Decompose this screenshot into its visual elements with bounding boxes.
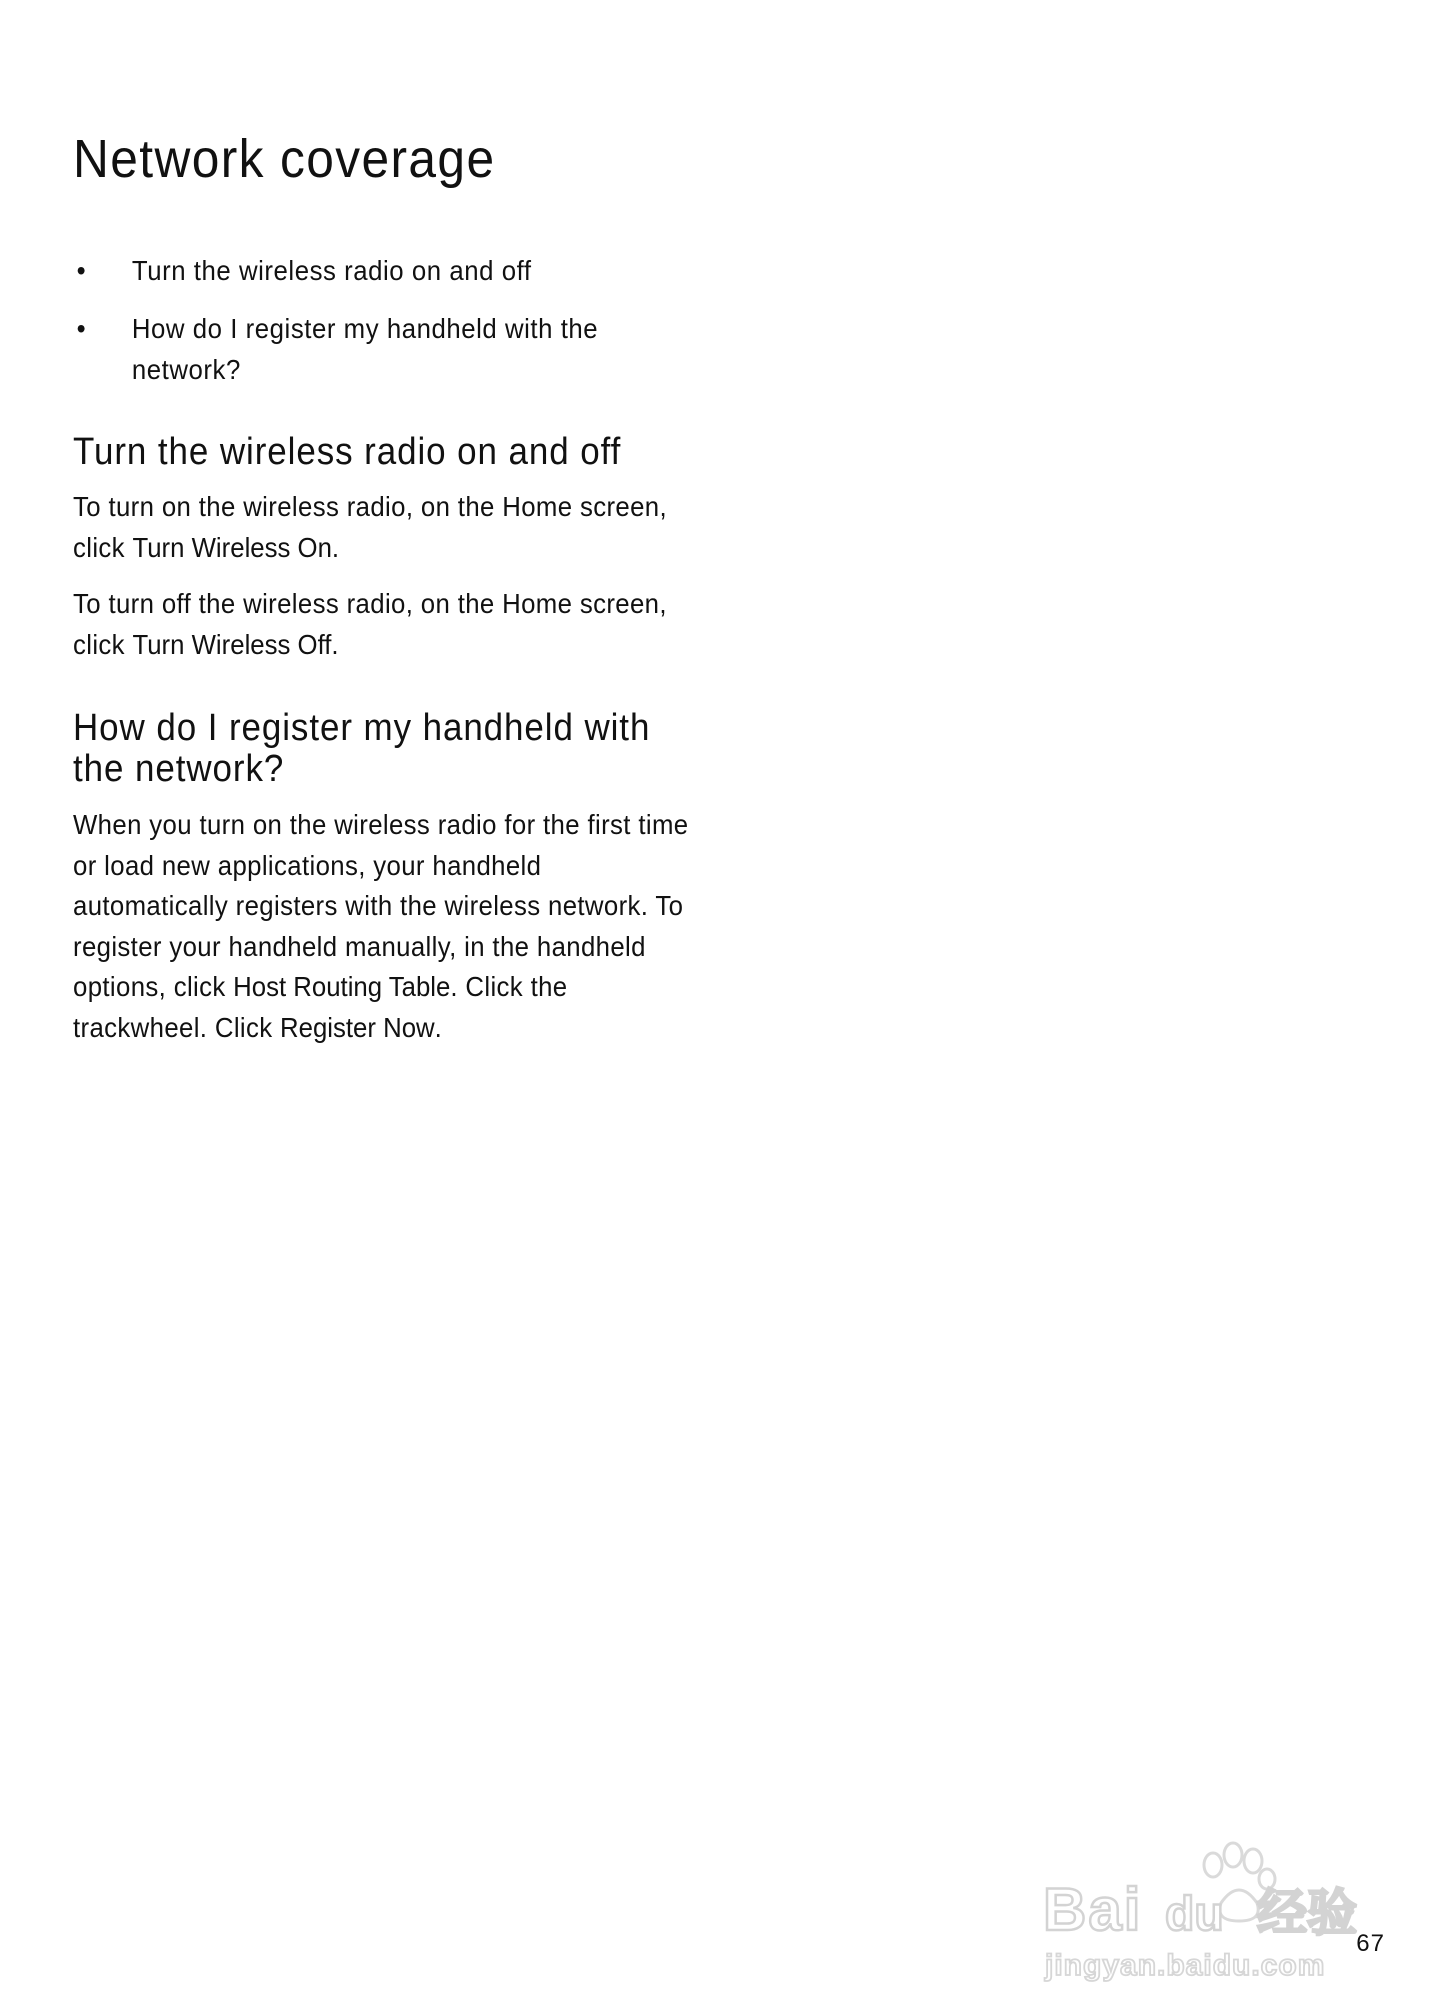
page-title: Network coverage bbox=[73, 129, 496, 189]
section-heading-register: How do I register my handheld with the network? bbox=[73, 707, 651, 790]
section-link-list bbox=[73, 250, 713, 407]
register-now-term: Register Now bbox=[280, 1011, 435, 1043]
svg-text:du: du bbox=[1165, 1888, 1224, 1941]
paragraph-text: . bbox=[434, 1011, 443, 1043]
paragraph-text: When you turn on the wireless radio for the first time or load new applications, your handheld automatically registers with the wireless network. To register your handheld manually, in the handheld options, click bbox=[73, 809, 689, 1002]
paragraph-text: . bbox=[331, 628, 339, 660]
paragraph-text: . bbox=[331, 531, 340, 563]
section-heading-wireless: Turn the wireless radio on and off bbox=[73, 431, 622, 473]
toc-item-label: How do I register my handheld with the network? bbox=[131, 313, 599, 385]
paragraph-text: . Click the trackwheel. Click bbox=[73, 971, 568, 1043]
paragraph-text: To turn off the wireless radio, on the Home screen, click bbox=[73, 588, 667, 660]
register-paragraph bbox=[73, 805, 699, 1048]
baidu-jingyan-watermark bbox=[1035, 1825, 1375, 1995]
wireless-on-paragraph bbox=[73, 487, 699, 568]
toc-item-wireless[interactable] bbox=[73, 250, 662, 291]
host-routing-table-term: Host Routing Table bbox=[233, 971, 451, 1002]
svg-text:jingyan.baidu.com: jingyan.baidu.com bbox=[1045, 1949, 1326, 1982]
paragraph-text: To turn on the wireless radio, on the Home screen, click bbox=[73, 491, 668, 563]
bullet-icon: • bbox=[76, 313, 87, 344]
bullet-icon: • bbox=[76, 255, 87, 286]
turn-wireless-on-term: Turn Wireless On bbox=[132, 531, 332, 563]
turn-wireless-off-term: Turn Wireless Off bbox=[132, 628, 332, 660]
page-number: 67 bbox=[1356, 1930, 1385, 1957]
svg-text:经验: 经验 bbox=[1257, 1884, 1357, 1942]
svg-text:Bai: Bai bbox=[1043, 1876, 1143, 1943]
toc-item-register[interactable] bbox=[73, 308, 662, 390]
wireless-off-paragraph bbox=[73, 584, 699, 665]
toc-item-label: Turn the wireless radio on and off bbox=[131, 255, 532, 286]
